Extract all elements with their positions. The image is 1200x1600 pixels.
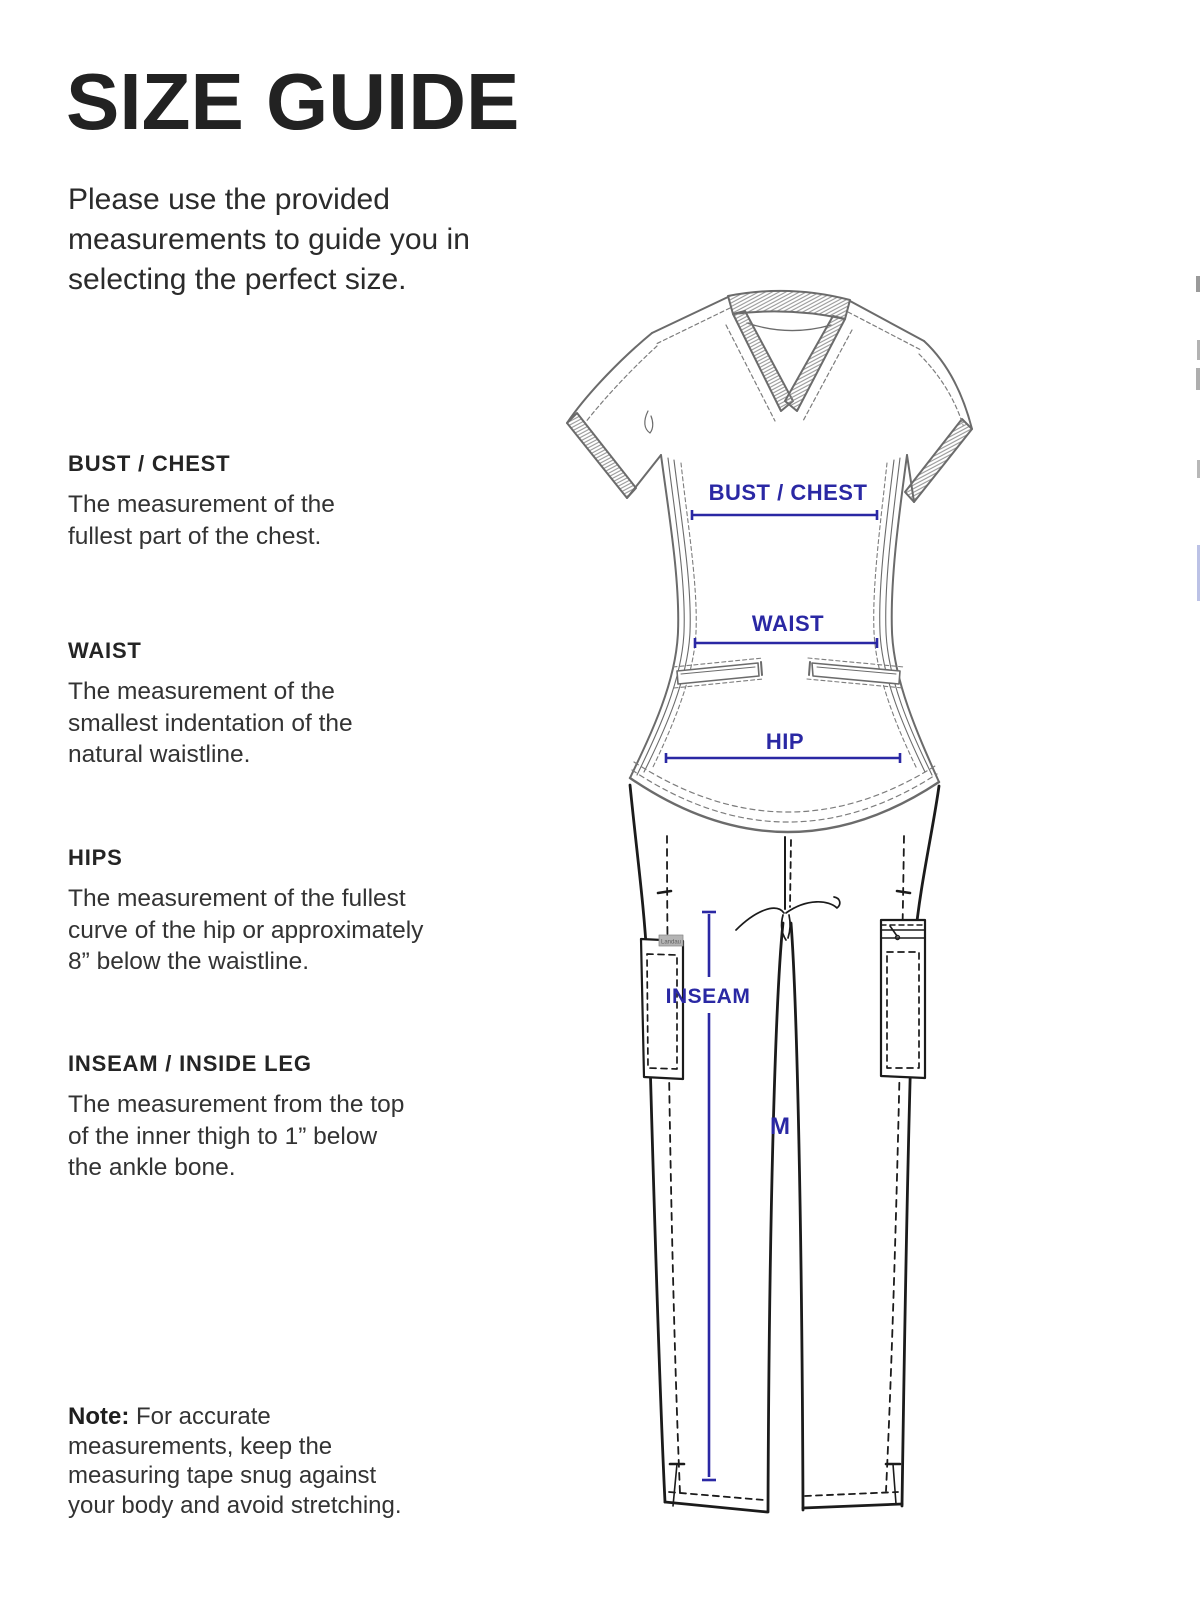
body-line: The measurement of the: [68, 678, 335, 705]
intro-line: measurements to guide you in: [68, 223, 470, 256]
note-paragraph: [68, 1402, 488, 1520]
body-line: 8” below the waistline.: [68, 948, 310, 975]
body-line: fullest part of the chest.: [68, 522, 322, 550]
body-line: curve of the hip or approximately: [68, 916, 424, 944]
section-bust-chest: [68, 451, 498, 552]
waist-label: WAIST: [751, 611, 825, 636]
note-line: measuring tape snug against: [68, 1462, 377, 1489]
section-heading: WAIST: [68, 638, 142, 663]
hip-label: HIP: [765, 729, 805, 754]
page-title: SIZE GUIDE: [66, 57, 520, 146]
measurement-labels: [666, 480, 868, 1140]
inseam-label: INSEAM: [665, 985, 751, 1008]
section-body: [68, 883, 498, 978]
section-body: [68, 1089, 498, 1184]
body-line: smallest indentation of the: [68, 709, 353, 737]
section-heading: HIPS: [68, 845, 123, 870]
body-line: the ankle bone.: [68, 1154, 236, 1181]
body-line: The measurement of the: [68, 491, 335, 518]
body-line: The measurement of the fullest: [68, 885, 406, 912]
section-waist: [68, 638, 498, 771]
scrubs-measurement-diagram: [540, 280, 1000, 1600]
note-line: measurements, keep the: [68, 1432, 333, 1460]
section-heading: INSEAM / INSIDE LEG: [68, 1051, 312, 1076]
note-label: Note:: [68, 1403, 130, 1430]
bust-label: BUST / CHEST: [708, 480, 868, 505]
section-heading: BUST / CHEST: [68, 451, 231, 476]
body-line: The measurement from the top: [68, 1091, 405, 1118]
section-inseam: [68, 1051, 498, 1184]
section-body: [68, 489, 498, 552]
size-letter-label: M: [770, 1113, 790, 1140]
note-line: [68, 1402, 488, 1432]
section-body: [68, 676, 498, 771]
clipped-diagram-fragment: [1196, 368, 1200, 390]
intro-line: Please use the provided: [68, 183, 390, 216]
body-line: of the inner thigh to 1” below: [68, 1122, 378, 1150]
brand-tag-label: Landau: [660, 939, 682, 946]
cargo-pocket-right: [881, 920, 925, 1078]
note-line: your body and avoid stretching.: [68, 1491, 402, 1519]
drawstring: [736, 897, 840, 940]
clipped-diagram-fragment: [1196, 276, 1200, 292]
scrub-pants-drawing: [630, 785, 939, 1512]
body-line: natural waistline.: [68, 741, 251, 768]
section-hips: [68, 845, 498, 978]
intro-paragraph: [68, 180, 470, 300]
note-text: For accurate: [129, 1403, 271, 1430]
intro-line: selecting the perfect size.: [68, 263, 407, 296]
